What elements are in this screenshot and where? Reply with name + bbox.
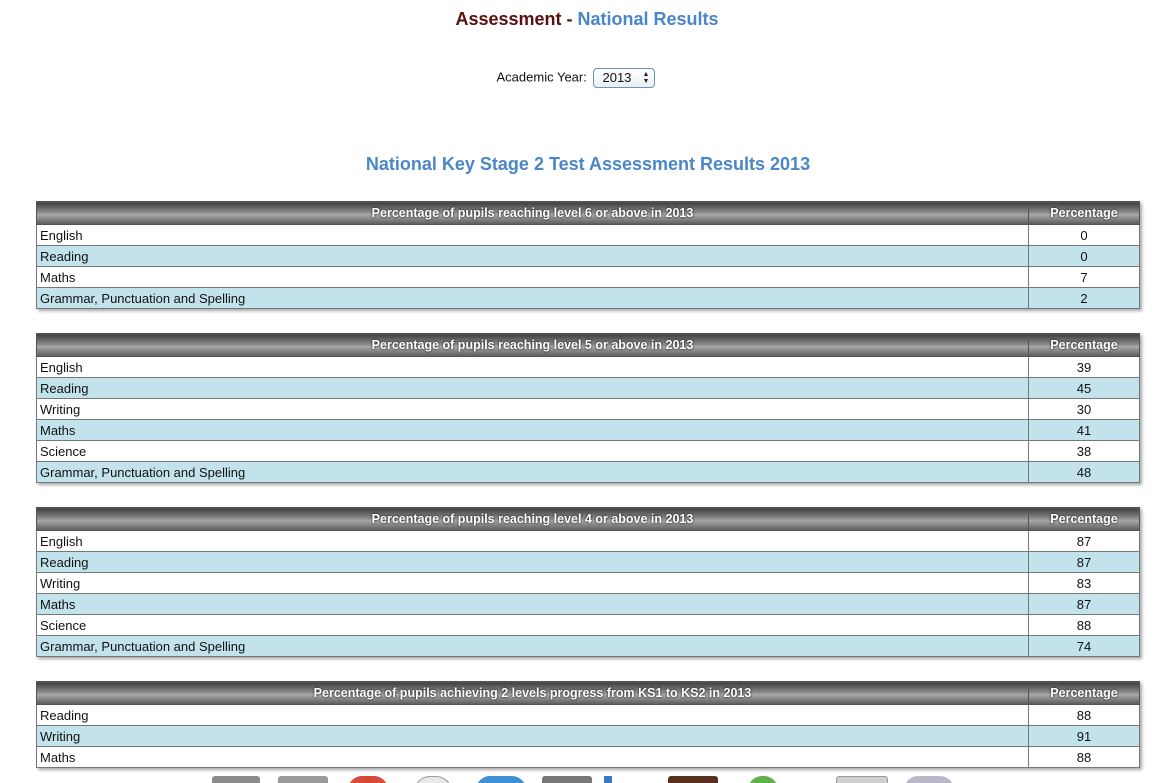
results-table-progress bbox=[36, 681, 1140, 768]
table-row bbox=[37, 378, 1140, 399]
table-row bbox=[37, 705, 1140, 726]
subject-cell: Reading bbox=[37, 552, 1029, 573]
table-row bbox=[37, 636, 1140, 657]
dock-app-icon[interactable] bbox=[836, 776, 888, 783]
subject-cell: Reading bbox=[37, 705, 1029, 726]
table-header-row bbox=[37, 334, 1140, 357]
dock-app-icon[interactable] bbox=[604, 776, 612, 783]
academic-year-value: 2013 bbox=[602, 70, 632, 85]
table-row bbox=[37, 420, 1140, 441]
subject-cell: Grammar, Punctuation and Spelling bbox=[37, 636, 1029, 657]
subject-cell: Grammar, Punctuation and Spelling bbox=[37, 288, 1029, 309]
os-dock bbox=[200, 772, 960, 783]
table-row bbox=[37, 357, 1140, 378]
table-header-title: Percentage of pupils achieving 2 levels progress from KS1 to KS2 in 2013 bbox=[37, 682, 1029, 705]
table-header-percentage: Percentage bbox=[1029, 334, 1140, 357]
subject-cell: Science bbox=[37, 441, 1029, 462]
section-title: National Key Stage 2 Test Assessment Results 2013 bbox=[365, 154, 811, 174]
subject-cell: English bbox=[37, 531, 1029, 552]
subject-cell: Reading bbox=[37, 378, 1029, 399]
table-row bbox=[37, 615, 1140, 636]
page-title-separator: - bbox=[561, 9, 578, 29]
percentage-cell: 39 bbox=[1029, 357, 1140, 378]
table-row bbox=[37, 225, 1140, 246]
table-row bbox=[37, 267, 1140, 288]
table-row bbox=[37, 573, 1140, 594]
table-header-row bbox=[37, 682, 1140, 705]
table-row bbox=[37, 462, 1140, 483]
table-row bbox=[37, 399, 1140, 420]
percentage-cell: 41 bbox=[1029, 420, 1140, 441]
academic-year-filter bbox=[0, 68, 1152, 88]
percentage-cell: 88 bbox=[1029, 747, 1140, 768]
subject-cell: English bbox=[37, 225, 1029, 246]
table-row bbox=[37, 441, 1140, 462]
percentage-cell: 91 bbox=[1029, 726, 1140, 747]
percentage-cell: 88 bbox=[1029, 615, 1140, 636]
table-header-row bbox=[37, 508, 1140, 531]
percentage-cell: 87 bbox=[1029, 594, 1140, 615]
subject-cell: English bbox=[37, 357, 1029, 378]
percentage-cell: 48 bbox=[1029, 462, 1140, 483]
table-header-title: Percentage of pupils reaching level 6 or above in 2013 bbox=[37, 202, 1029, 225]
table-header-title: Percentage of pupils reaching level 5 or above in 2013 bbox=[37, 334, 1029, 357]
subject-cell: Writing bbox=[37, 726, 1029, 747]
dock-app-icon[interactable] bbox=[476, 776, 526, 783]
subject-cell: Maths bbox=[37, 267, 1029, 288]
dock-app-icon[interactable] bbox=[748, 776, 778, 783]
dock-app-icon[interactable] bbox=[668, 776, 718, 783]
table-row bbox=[37, 246, 1140, 267]
table-row bbox=[37, 288, 1140, 309]
select-arrows-icon: ▲ ▼ bbox=[642, 71, 650, 85]
page-title-assessment: Assessment bbox=[455, 9, 562, 29]
percentage-cell: 87 bbox=[1029, 531, 1140, 552]
percentage-cell: 2 bbox=[1029, 288, 1140, 309]
table-header-title: Percentage of pupils reaching level 4 or above in 2013 bbox=[37, 508, 1029, 531]
dock-app-icon[interactable] bbox=[278, 776, 328, 783]
table-header-percentage: Percentage bbox=[1029, 202, 1140, 225]
results-table-level6 bbox=[36, 201, 1140, 309]
percentage-cell: 0 bbox=[1029, 225, 1140, 246]
percentage-cell: 38 bbox=[1029, 441, 1140, 462]
dock-app-icon[interactable] bbox=[542, 776, 592, 783]
table-row bbox=[37, 531, 1140, 552]
subject-cell: Maths bbox=[37, 594, 1029, 615]
table-header-row bbox=[37, 202, 1140, 225]
subject-cell: Maths bbox=[37, 420, 1029, 441]
percentage-cell: 74 bbox=[1029, 636, 1140, 657]
percentage-cell: 30 bbox=[1029, 399, 1140, 420]
subject-cell: Writing bbox=[37, 399, 1029, 420]
page-title-national-results: National Results bbox=[577, 9, 719, 29]
subject-cell: Grammar, Punctuation and Spelling bbox=[37, 462, 1029, 483]
percentage-cell: 87 bbox=[1029, 552, 1140, 573]
dock-app-icon[interactable] bbox=[348, 776, 388, 783]
subject-cell: Science bbox=[37, 615, 1029, 636]
percentage-cell: 88 bbox=[1029, 705, 1140, 726]
subject-cell: Reading bbox=[37, 246, 1029, 267]
table-row bbox=[37, 726, 1140, 747]
table-row bbox=[37, 594, 1140, 615]
percentage-cell: 45 bbox=[1029, 378, 1140, 399]
subject-cell: Writing bbox=[37, 573, 1029, 594]
percentage-cell: 83 bbox=[1029, 573, 1140, 594]
academic-year-select[interactable] bbox=[593, 68, 655, 88]
dock-app-icon[interactable] bbox=[904, 776, 954, 783]
table-header-percentage: Percentage bbox=[1029, 508, 1140, 531]
percentage-cell: 0 bbox=[1029, 246, 1140, 267]
results-table-level5 bbox=[36, 333, 1140, 483]
subject-cell: Maths bbox=[37, 747, 1029, 768]
dock-app-icon[interactable] bbox=[212, 776, 260, 783]
table-row bbox=[37, 552, 1140, 573]
dock-app-icon[interactable] bbox=[414, 776, 452, 783]
page-title bbox=[0, 9, 1167, 30]
table-header-percentage: Percentage bbox=[1029, 682, 1140, 705]
percentage-cell: 7 bbox=[1029, 267, 1140, 288]
academic-year-label: Academic Year: bbox=[496, 69, 587, 85]
table-row bbox=[37, 747, 1140, 768]
results-table-level4 bbox=[36, 507, 1140, 657]
